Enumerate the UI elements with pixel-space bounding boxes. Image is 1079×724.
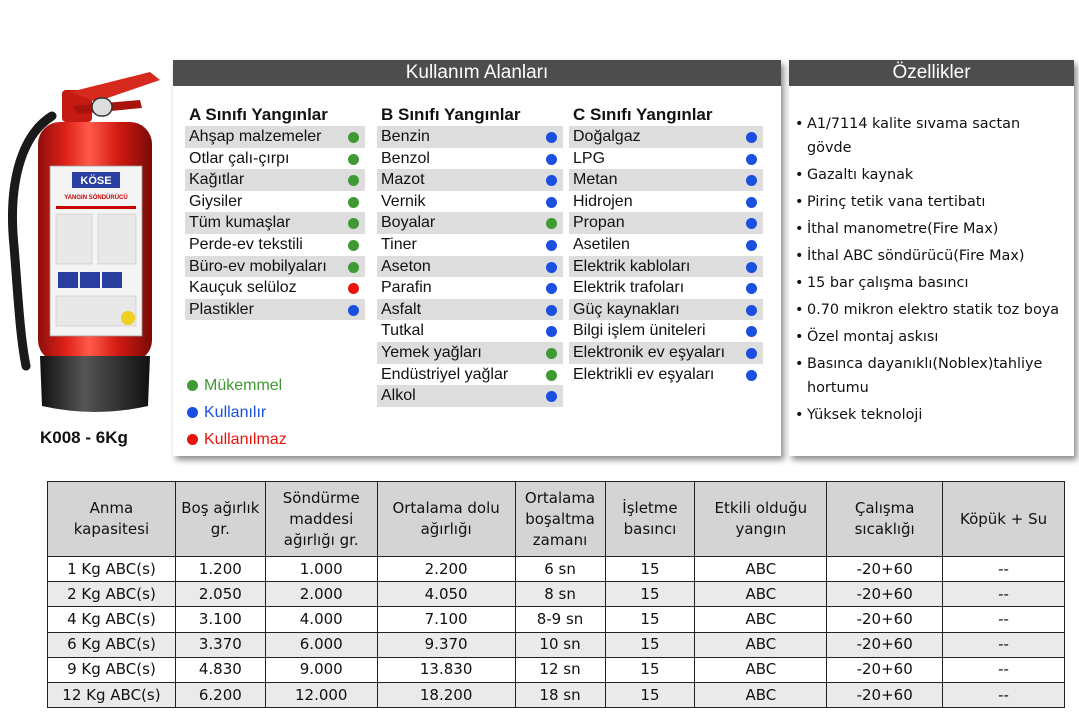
legend-dot-icon <box>187 407 198 418</box>
list-item <box>185 277 365 299</box>
table-header-cell: Boş ağırlık gr. <box>175 482 265 557</box>
blue-dot-icon <box>746 262 757 273</box>
table-cell: 8-9 sn <box>515 607 605 632</box>
feature-item: • Pirinç tetik vana tertibatı <box>797 190 1069 214</box>
list-item <box>185 234 365 256</box>
list-item <box>377 212 563 234</box>
table-cell: 18.200 <box>377 682 515 707</box>
blue-dot-icon <box>746 154 757 165</box>
table-cell: -- <box>943 607 1065 632</box>
table-header-cell: Köpük + Su <box>943 482 1065 557</box>
table-cell: -20+60 <box>827 682 943 707</box>
class-c-column <box>569 104 763 385</box>
list-item <box>377 320 563 342</box>
feature-item: • Yüksek teknoloji <box>797 403 1069 427</box>
list-item <box>569 148 763 170</box>
green-dot-icon <box>348 132 359 143</box>
table-cell: 10 sn <box>515 632 605 657</box>
blue-dot-icon <box>746 197 757 208</box>
table-row <box>48 657 1065 682</box>
blue-dot-icon <box>746 348 757 359</box>
extinguisher-label-line: YANGIN SÖNDÜRÜCÜ <box>64 195 128 201</box>
list-item <box>185 169 365 191</box>
table-header-cell: İşletme basıncı <box>605 482 695 557</box>
table-cell: 6 sn <box>515 557 605 582</box>
list-item-label: Benzol <box>381 149 430 167</box>
blue-dot-icon <box>546 154 557 165</box>
list-item <box>569 320 763 342</box>
list-item <box>377 169 563 191</box>
table-header-cell: Söndürme maddesi ağırlığı gr. <box>265 482 377 557</box>
table-row <box>48 682 1065 707</box>
list-item-label: Aseton <box>381 257 431 275</box>
list-item <box>185 299 365 321</box>
green-dot-icon <box>348 197 359 208</box>
blue-dot-icon <box>546 197 557 208</box>
blue-dot-icon <box>746 370 757 381</box>
table-header-cell: Anma kapasitesi <box>48 482 176 557</box>
green-dot-icon <box>348 240 359 251</box>
list-item-label: Parafin <box>381 279 432 297</box>
table-cell: 4 Kg ABC(s) <box>48 607 176 632</box>
table-cell: ABC <box>695 607 827 632</box>
feature-item: • Özel montaj askısı <box>797 325 1069 349</box>
list-item-label: Plastikler <box>189 300 254 318</box>
table-cell: 1.000 <box>265 557 377 582</box>
table-cell: 6.000 <box>265 632 377 657</box>
fire-extinguisher-illustration <box>0 66 170 426</box>
blue-dot-icon <box>746 175 757 186</box>
spec-table-header-row <box>48 482 1065 557</box>
list-item-label: Asetilen <box>573 235 630 253</box>
list-item-label: Asfalt <box>381 300 422 318</box>
table-cell: 12.000 <box>265 682 377 707</box>
class-b-list <box>377 126 563 407</box>
list-item <box>377 277 563 299</box>
list-item-label: Giysiler <box>189 192 243 210</box>
list-item <box>377 299 563 321</box>
list-item <box>185 126 365 148</box>
list-item-label: Alkol <box>381 387 416 405</box>
list-item <box>185 212 365 234</box>
table-cell: 2.050 <box>175 582 265 607</box>
table-cell: 2 Kg ABC(s) <box>48 582 176 607</box>
class-c-title: C Sınıfı Yangınlar <box>573 105 713 124</box>
table-cell: 15 <box>605 582 695 607</box>
list-item-label: Elektronik ev eşyaları <box>573 343 726 361</box>
legend-dot-icon <box>187 380 198 391</box>
list-item <box>569 191 763 213</box>
class-b-title: B Sınıfı Yangınlar <box>381 105 521 124</box>
list-item <box>377 234 563 256</box>
list-item <box>377 385 563 407</box>
blue-dot-icon <box>348 305 359 316</box>
blue-dot-icon <box>546 262 557 273</box>
feature-item: • A1/7114 kalite sıvama sactan gövde <box>797 112 1069 160</box>
table-cell: ABC <box>695 557 827 582</box>
legend <box>187 372 287 453</box>
table-cell: 3.370 <box>175 632 265 657</box>
blue-dot-icon <box>746 326 757 337</box>
list-item <box>569 126 763 148</box>
list-item-label: Boyalar <box>381 214 436 232</box>
table-cell: 2.000 <box>265 582 377 607</box>
list-item <box>377 126 563 148</box>
list-item <box>377 342 563 364</box>
list-item-label: Büro-ev mobilyaları <box>189 257 327 275</box>
table-row <box>48 632 1065 657</box>
blue-dot-icon <box>746 283 757 294</box>
table-header-cell: Ortalama dolu ağırlığı <box>377 482 515 557</box>
table-cell: 1.200 <box>175 557 265 582</box>
list-item <box>185 191 365 213</box>
list-item-label: Elektrikli ev eşyaları <box>573 365 715 383</box>
legend-label: Kullanılmaz <box>204 431 287 448</box>
table-cell: -- <box>943 657 1065 682</box>
feature-item: • 0.70 mikron elektro statik toz boya <box>797 298 1069 322</box>
list-item-label: Bilgi işlem üniteleri <box>573 322 706 340</box>
usage-panel-title: Kullanım Alanları <box>173 60 781 86</box>
table-row <box>48 607 1065 632</box>
blue-dot-icon <box>546 175 557 186</box>
list-item-label: Doğalgaz <box>573 128 641 145</box>
table-cell: ABC <box>695 632 827 657</box>
table-cell: 15 <box>605 557 695 582</box>
list-item-label: Elektrik trafoları <box>573 279 685 297</box>
list-item-label: Elektrik kabloları <box>573 257 691 275</box>
table-cell: -20+60 <box>827 657 943 682</box>
blue-dot-icon <box>746 218 757 229</box>
table-cell: -- <box>943 682 1065 707</box>
class-b-column <box>377 104 563 407</box>
table-cell: 6 Kg ABC(s) <box>48 632 176 657</box>
list-item <box>377 148 563 170</box>
list-item-label: Ahşap malzemeler <box>189 128 322 145</box>
list-item <box>377 364 563 386</box>
list-item-label: Vernik <box>381 192 426 210</box>
blue-dot-icon <box>546 132 557 143</box>
blue-dot-icon <box>546 391 557 402</box>
table-cell: 13.830 <box>377 657 515 682</box>
table-cell: 12 sn <box>515 657 605 682</box>
legend-entry <box>187 426 287 453</box>
table-header-cell: Ortalama boşaltma zamanı <box>515 482 605 557</box>
legend-label: Mükemmel <box>204 377 283 394</box>
green-dot-icon <box>348 262 359 273</box>
features-panel-title: Özellikler <box>789 60 1074 86</box>
list-item-label: Metan <box>573 171 618 189</box>
table-cell: -20+60 <box>827 632 943 657</box>
table-cell: 18 sn <box>515 682 605 707</box>
list-item-label: Kağıtlar <box>189 171 245 189</box>
table-row <box>48 582 1065 607</box>
list-item-label: LPG <box>573 149 606 167</box>
legend-label: Kullanılır <box>204 404 267 421</box>
table-cell: -- <box>943 632 1065 657</box>
list-item-label: Kauçuk selüloz <box>189 279 297 297</box>
table-cell: -- <box>943 557 1065 582</box>
list-item <box>569 364 763 386</box>
green-dot-icon <box>348 154 359 165</box>
green-dot-icon <box>546 348 557 359</box>
feature-item: • Gazaltı kaynak <box>797 163 1069 187</box>
list-item <box>569 342 763 364</box>
table-cell: -20+60 <box>827 557 943 582</box>
list-item-label: Hidrojen <box>573 192 633 210</box>
table-cell: 9 Kg ABC(s) <box>48 657 176 682</box>
list-item-label: Tutkal <box>381 322 424 340</box>
table-row <box>48 557 1065 582</box>
product-caption: K008 - 6Kg <box>40 428 128 447</box>
spec-table <box>47 481 1065 708</box>
list-item <box>185 256 365 278</box>
blue-dot-icon <box>746 240 757 251</box>
list-item <box>185 148 365 170</box>
list-item <box>569 256 763 278</box>
table-cell: 9.000 <box>265 657 377 682</box>
feature-item: • Basınca dayanıklı(Noblex)tahliye hortumu <box>797 352 1069 400</box>
legend-entry <box>187 372 287 399</box>
class-a-column <box>185 104 365 320</box>
list-item-label: Endüstriyel yağlar <box>381 365 509 383</box>
list-item-label: Tiner <box>381 235 417 253</box>
table-cell: 3.100 <box>175 607 265 632</box>
blue-dot-icon <box>546 240 557 251</box>
table-cell: -20+60 <box>827 607 943 632</box>
table-header-cell: Etkili olduğu yangın <box>695 482 827 557</box>
blue-dot-icon <box>746 132 757 143</box>
table-cell: 15 <box>605 682 695 707</box>
features-panel <box>789 60 1074 456</box>
list-item <box>569 277 763 299</box>
list-item-label: Mazot <box>381 171 425 189</box>
feature-item: • İthal ABC söndürücü(Fire Max) <box>797 244 1069 268</box>
table-cell: 15 <box>605 632 695 657</box>
green-dot-icon <box>348 175 359 186</box>
list-item-label: Otlar çalı-çırpı <box>189 149 290 167</box>
table-header-cell: Çalışma sıcaklığı <box>827 482 943 557</box>
spec-table-body <box>48 557 1065 708</box>
table-cell: 8 sn <box>515 582 605 607</box>
class-c-list <box>569 126 763 385</box>
table-cell: 4.000 <box>265 607 377 632</box>
feature-item: • 15 bar çalışma basıncı <box>797 271 1069 295</box>
list-item <box>377 256 563 278</box>
class-a-list <box>185 126 365 320</box>
green-dot-icon <box>348 218 359 229</box>
feature-item: • İthal manometre(Fire Max) <box>797 217 1069 241</box>
table-cell: 9.370 <box>377 632 515 657</box>
list-item <box>377 191 563 213</box>
table-cell: 2.200 <box>377 557 515 582</box>
blue-dot-icon <box>746 305 757 316</box>
table-cell: 1 Kg ABC(s) <box>48 557 176 582</box>
blue-dot-icon <box>546 305 557 316</box>
list-item <box>569 169 763 191</box>
table-cell: -- <box>943 582 1065 607</box>
features-list <box>797 112 1069 430</box>
blue-dot-icon <box>546 326 557 337</box>
list-item-label: Tüm kumaşlar <box>189 214 291 232</box>
red-dot-icon <box>348 283 359 294</box>
blue-dot-icon <box>546 283 557 294</box>
list-item-label: Propan <box>573 214 625 232</box>
table-cell: 4.830 <box>175 657 265 682</box>
extinguisher-brand-label: KÖSE <box>80 175 112 187</box>
legend-dot-icon <box>187 434 198 445</box>
list-item <box>569 299 763 321</box>
table-cell: 15 <box>605 607 695 632</box>
table-cell: -20+60 <box>827 582 943 607</box>
list-item <box>569 234 763 256</box>
table-cell: ABC <box>695 582 827 607</box>
green-dot-icon <box>546 218 557 229</box>
class-a-title: A Sınıfı Yangınlar <box>189 105 328 124</box>
usage-panel <box>173 60 781 456</box>
legend-entry <box>187 399 287 426</box>
table-cell: 15 <box>605 657 695 682</box>
table-cell: 12 Kg ABC(s) <box>48 682 176 707</box>
table-cell: 4.050 <box>377 582 515 607</box>
list-item-label: Perde-ev tekstili <box>189 235 303 253</box>
list-item-label: Benzin <box>381 128 430 145</box>
list-item-label: Yemek yağları <box>381 343 482 361</box>
table-cell: 6.200 <box>175 682 265 707</box>
table-cell: ABC <box>695 657 827 682</box>
extinguisher-image <box>0 66 170 426</box>
green-dot-icon <box>546 370 557 381</box>
table-cell: 7.100 <box>377 607 515 632</box>
table-cell: ABC <box>695 682 827 707</box>
list-item <box>569 212 763 234</box>
list-item-label: Güç kaynakları <box>573 300 680 318</box>
